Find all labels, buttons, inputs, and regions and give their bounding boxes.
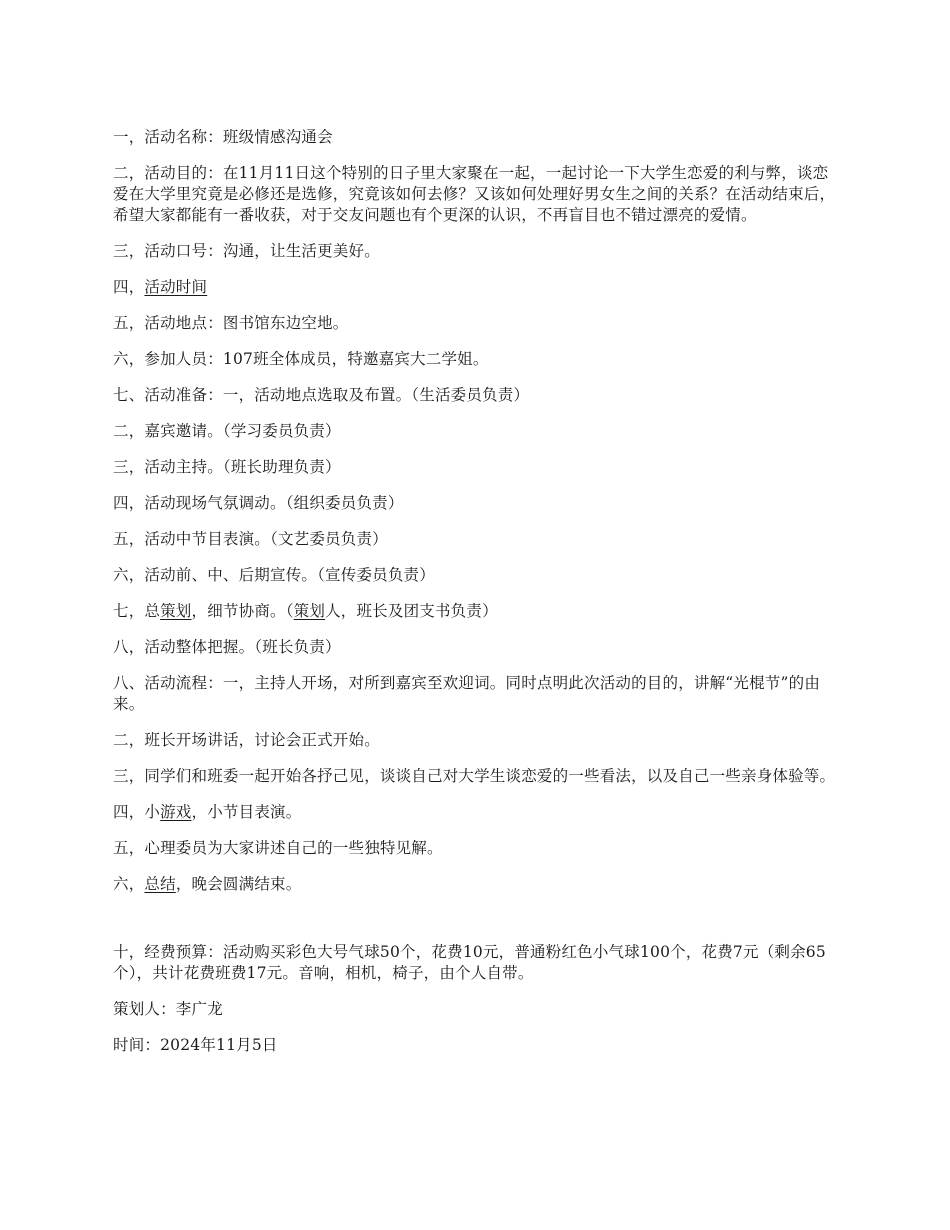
flow-item-4-b: ，小节目表演。	[191, 803, 302, 821]
document-body	[113, 127, 843, 1071]
prep-item-6: 六，活动前、中、后期宣传。（宣传委员负责）	[113, 566, 435, 584]
activity-purpose: 二，活动目的：在11月11日这个特别的日子里大家聚在一起，一起讨论一下大学生恋爱的利与弊，谈恋爱在大学里究竟是必修还是选修，究竟该如何去修？又该如何处理好男女生之间的关系？在活动结束后，希望大家都能有一番收获，对于交友问题也有个更深的认识，不再盲目也不错过漂亮的爱情。	[113, 164, 836, 224]
prep-item-4: 四，活动现场气氛调动。（组织委员负责）	[113, 494, 404, 512]
prep-item-7	[113, 601, 843, 622]
budget: 十，经费预算：活动购买彩色大号气球50个，花费10元，普通粉红色小气球100个，花费7元（剩余65个），共计花费班费17元。音响，相机，椅子，由个人自带。	[113, 943, 826, 982]
activity-time-link[interactable]: 活动时间	[144, 278, 208, 296]
date: 时间：2024年11月5日	[113, 1036, 278, 1054]
activity-slogan: 三，活动口号：沟通，让生活更美好。	[113, 242, 380, 260]
flow-item-6	[113, 874, 843, 895]
prep-item-7-b: ，细节协商。（	[191, 602, 294, 620]
spacer	[113, 910, 843, 942]
flow-item-6-a: 六，	[113, 875, 145, 893]
participants: 六，参加人员：107班全体成员，特邀嘉宾大二学姐。	[113, 350, 489, 368]
flow-item-4	[113, 802, 843, 823]
activity-name: 一，活动名称：班级情感沟通会	[113, 128, 333, 146]
flow-item-4-a: 四，小	[113, 803, 161, 821]
summary-link[interactable]: 总结	[144, 875, 176, 893]
flow-item-3: 三，同学们和班委一起开始各抒己见，谈谈自己对大学生谈恋爱的一些看法，以及自己一些亲身体验等。	[113, 767, 836, 785]
prep-item-1: 七、活动准备：一，活动地点选取及布置。（生活委员负责）	[113, 386, 530, 404]
flow-item-6-b: ，晚会圆满结束。	[175, 875, 302, 893]
prep-item-8: 八，活动整体把握。（班长负责）	[113, 638, 341, 656]
planner: 策划人：李广龙	[113, 1000, 223, 1018]
planning-link-1[interactable]: 策划	[160, 602, 192, 620]
prep-item-5: 五，活动中节目表演。（文艺委员负责）	[113, 530, 388, 548]
prep-item-3: 三，活动主持。（班长助理负责）	[113, 458, 341, 476]
prep-item-2: 二，嘉宾邀请。（学习委员负责）	[113, 422, 341, 440]
prep-item-7-c: 人，班长及团支书负责）	[325, 602, 498, 620]
game-link[interactable]: 游戏	[160, 803, 192, 821]
flow-item-1: 八、活动流程：一，主持人开场，对所到嘉宾至欢迎词。同时点明此次活动的目的，讲解“光棍节”的由来。	[113, 674, 821, 713]
prep-item-7-a: 七，总	[113, 602, 161, 620]
planning-link-2[interactable]: 策划	[293, 602, 326, 620]
activity-time-prefix: 四，	[113, 278, 145, 296]
activity-time	[113, 277, 843, 298]
activity-location: 五，活动地点：图书馆东边空地。	[113, 314, 349, 332]
flow-item-2: 二，班长开场讲话，讨论会正式开始。	[113, 731, 380, 749]
flow-item-5: 五，心理委员为大家讲述自己的一些独特见解。	[113, 839, 443, 857]
